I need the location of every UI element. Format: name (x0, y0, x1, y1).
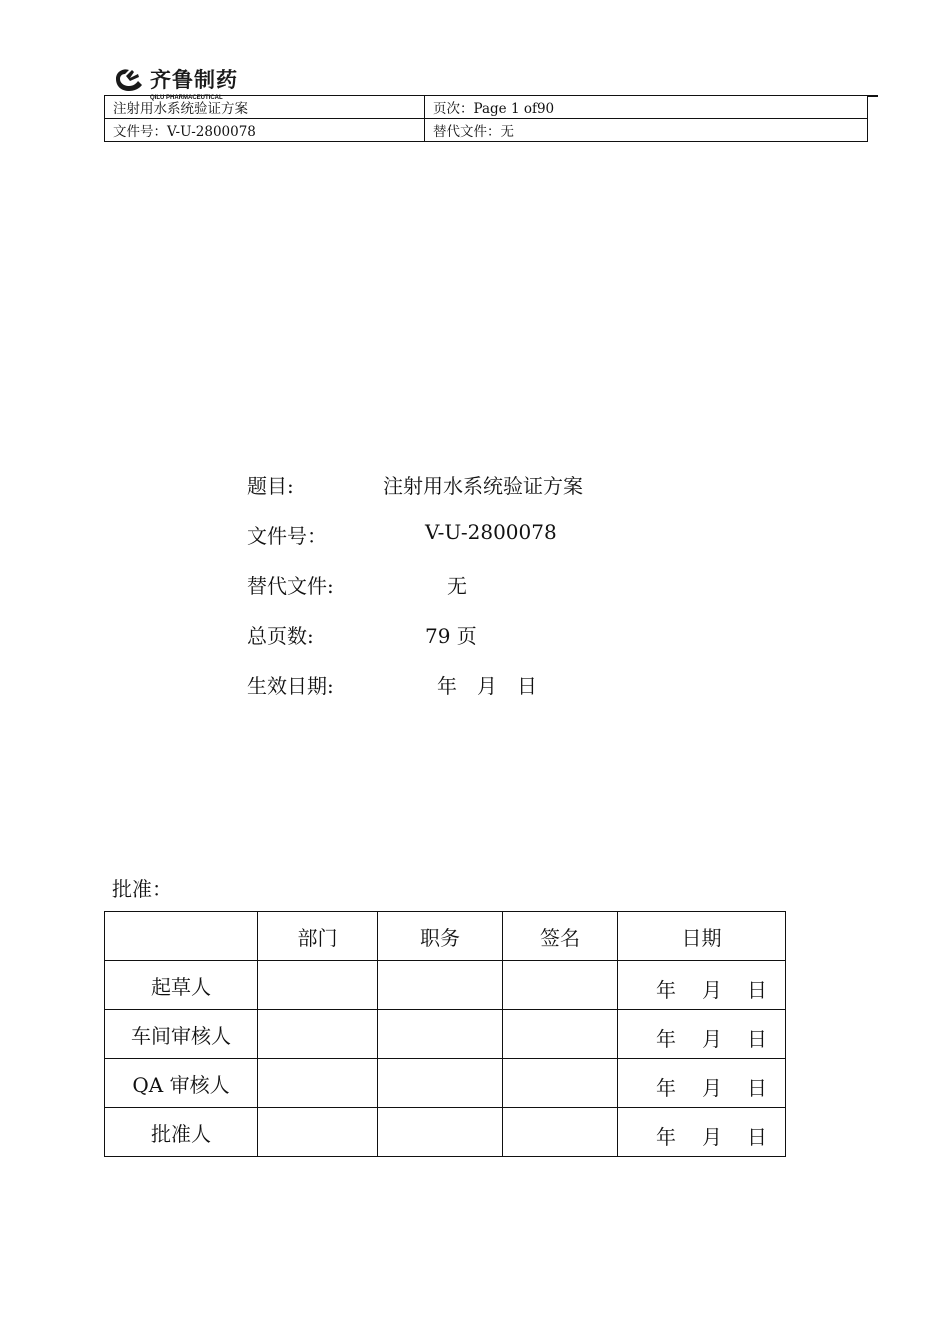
row-role: 车间审核人 (105, 1010, 258, 1059)
field-doc-number (247, 520, 667, 570)
column-header: 日期 (618, 912, 786, 961)
row-role: QA 审核人 (105, 1059, 258, 1108)
date-month-label: 月 (702, 1076, 722, 1100)
signature-cell[interactable] (503, 1108, 618, 1157)
approval-header-row (105, 912, 786, 961)
date-year-label: 年 (656, 1027, 676, 1051)
date-year-label: 年 (656, 1076, 676, 1100)
department-cell[interactable] (258, 961, 378, 1010)
table-row (105, 961, 786, 1010)
department-cell[interactable] (258, 1108, 378, 1157)
field-superseded-doc (247, 570, 667, 620)
field-value: 79 页 (425, 624, 477, 648)
field-label: 总页数: (247, 624, 314, 648)
logo-company-name-en: QILU PHARMACEUTICAL (150, 95, 223, 101)
cover-fields (247, 470, 667, 720)
column-header: 签名 (503, 912, 618, 961)
qilu-logo-icon (112, 66, 146, 92)
date-cell[interactable] (618, 1108, 786, 1157)
field-value: 无 (447, 574, 467, 598)
header-doc-number: 文件号：V-U-2800078 (105, 119, 425, 142)
field-label: 替代文件: (247, 574, 334, 598)
date-cell[interactable] (618, 1059, 786, 1108)
date-month-label: 月 (702, 1027, 722, 1051)
date-cell[interactable] (618, 961, 786, 1010)
table-row (105, 1108, 786, 1157)
signature-cell[interactable] (503, 961, 618, 1010)
column-header: 职务 (378, 912, 503, 961)
row-role: 起草人 (105, 961, 258, 1010)
date-month-label: 月 (702, 978, 722, 1002)
approval-table (104, 911, 786, 1157)
column-header (105, 912, 258, 961)
field-total-pages (247, 620, 667, 670)
header-doc-title: 注射用水系统验证方案 (105, 96, 425, 119)
field-label: 生效日期: (247, 674, 334, 698)
approval-label: 批准： (112, 877, 172, 901)
field-title (247, 470, 667, 520)
date-day-label: 日 (747, 978, 767, 1002)
field-label: 题目: (247, 474, 294, 498)
field-effective-date (247, 670, 667, 720)
document-header-table (104, 95, 868, 142)
position-cell[interactable] (378, 1059, 503, 1108)
position-cell[interactable] (378, 961, 503, 1010)
date-day-label: 日 (747, 1027, 767, 1051)
field-value: 年 月 日 (437, 674, 537, 698)
department-cell[interactable] (258, 1010, 378, 1059)
table-row (105, 1059, 786, 1108)
date-day-label: 日 (747, 1076, 767, 1100)
date-month-label: 月 (702, 1125, 722, 1149)
row-role: 批准人 (105, 1108, 258, 1157)
position-cell[interactable] (378, 1108, 503, 1157)
field-value: 注射用水系统验证方案 (383, 474, 583, 498)
signature-cell[interactable] (503, 1010, 618, 1059)
position-cell[interactable] (378, 1010, 503, 1059)
date-cell[interactable] (618, 1010, 786, 1059)
field-value: V-U-2800078 (425, 520, 557, 544)
logo-company-name: 齐鲁制药 (150, 68, 238, 92)
field-label: 文件号： (247, 524, 327, 548)
header-page-number: 页次：Page 1 of90 (425, 96, 868, 119)
date-day-label: 日 (747, 1125, 767, 1149)
department-cell[interactable] (258, 1059, 378, 1108)
date-year-label: 年 (656, 1125, 676, 1149)
column-header: 部门 (258, 912, 378, 961)
signature-cell[interactable] (503, 1059, 618, 1108)
date-year-label: 年 (656, 978, 676, 1002)
table-row (105, 1010, 786, 1059)
header-rule (868, 95, 878, 97)
header-superseded-doc: 替代文件：无 (425, 119, 868, 142)
header-row (105, 96, 868, 119)
header-row (105, 119, 868, 142)
